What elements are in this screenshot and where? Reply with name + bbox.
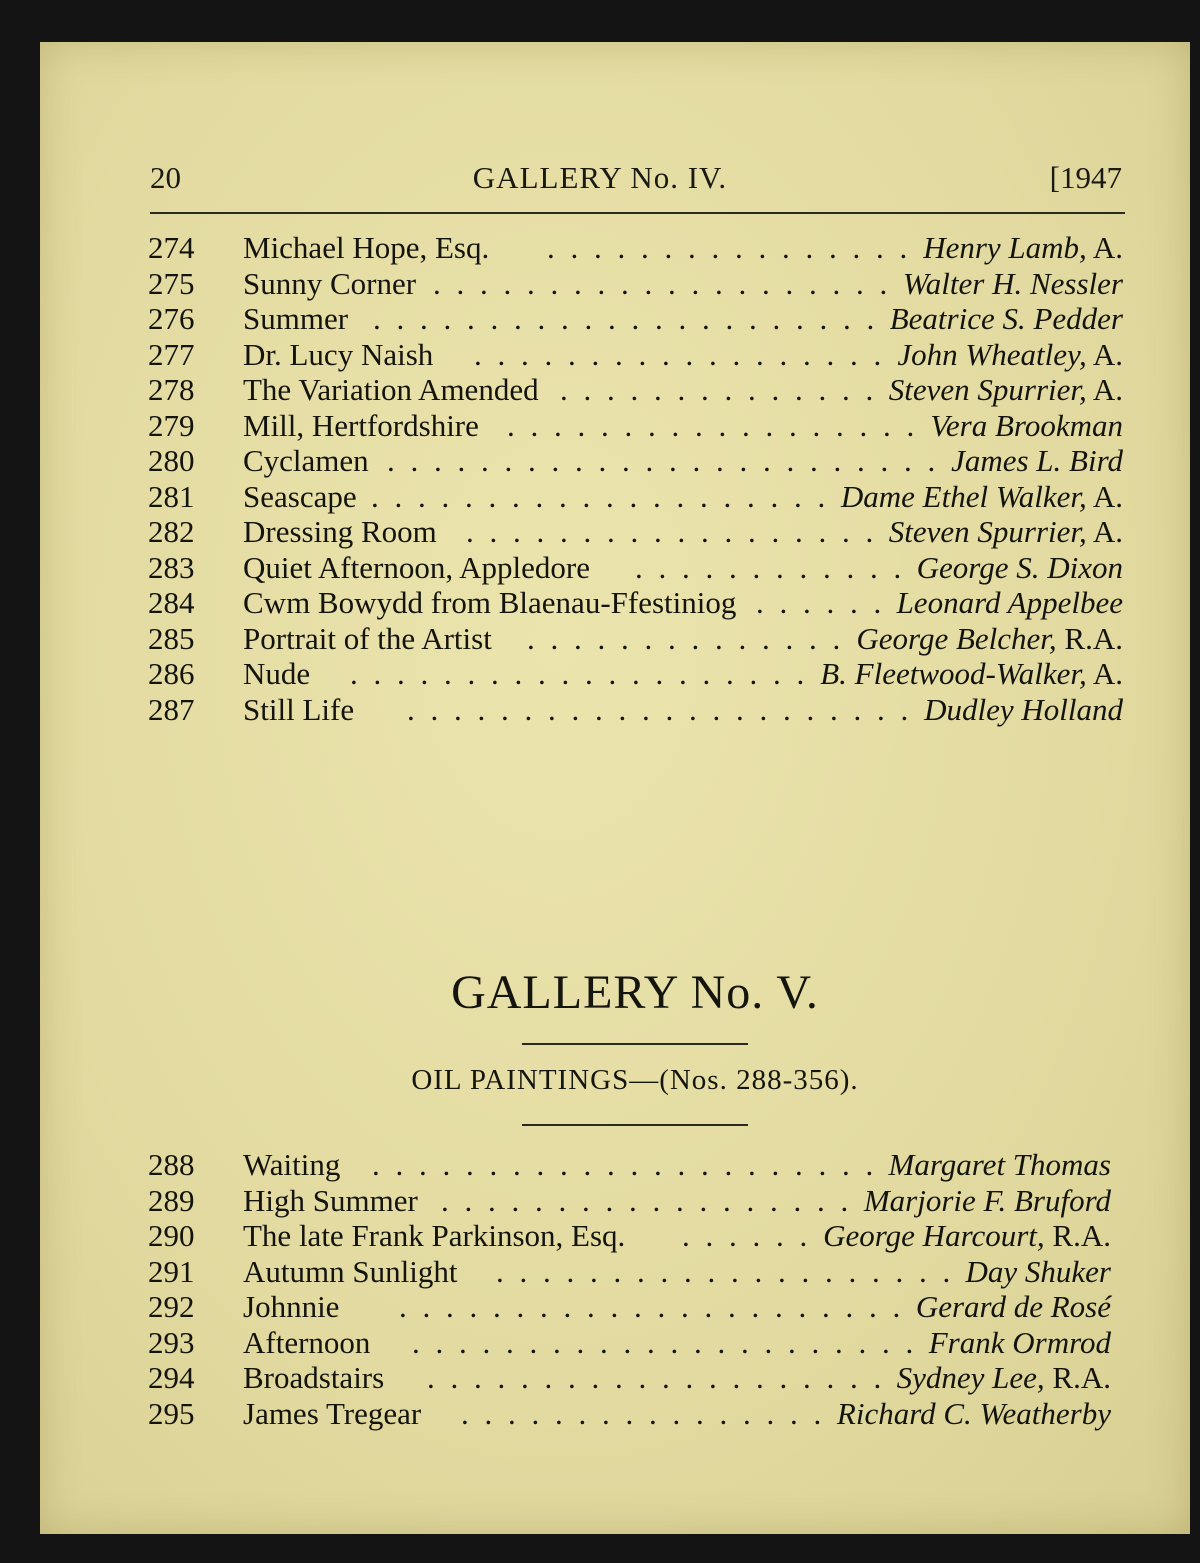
entry-artist — [837, 1396, 1111, 1432]
dot-leader: . . . . . . — [682, 1218, 812, 1253]
entry-artist — [929, 1325, 1111, 1361]
dot-leader: . . . . . . . . . . . . — [635, 549, 906, 585]
catalogue-entry — [148, 266, 1123, 302]
entry-title: Summer — [243, 301, 349, 336]
entry-number: 291 — [148, 1253, 195, 1289]
artist-name: Leonard Appelbee — [896, 585, 1123, 620]
entry-artist — [820, 656, 1123, 692]
artist-name: Beatrice S. Pedder — [889, 301, 1123, 336]
entry-title: Dressing Room — [243, 514, 437, 549]
entry-number: 275 — [148, 265, 195, 301]
entry-title: Cwm Bowydd from Blaenau-Ffestiniog — [243, 585, 737, 620]
catalogue-entry — [148, 1396, 1111, 1432]
artist-suffix: A. — [1086, 372, 1123, 407]
artist-name: Steven Spurrier, — [888, 514, 1087, 549]
entry-artist — [823, 1218, 1111, 1254]
entry-artist — [889, 514, 1123, 550]
entry-number: 290 — [148, 1218, 195, 1253]
entry-title: Dr. Lucy Naish — [243, 336, 434, 372]
dot-leader: . . . . . . . . . . . . . . . . . . — [474, 336, 886, 372]
catalogue-entry — [148, 1254, 1111, 1290]
entry-artist — [924, 692, 1123, 728]
entry-number: 293 — [148, 1324, 195, 1360]
dot-leader: . . . . . . . . . . . . . . . . . . . . . . . . — [387, 443, 940, 478]
artist-suffix: A. — [1086, 336, 1123, 372]
dot-leader: . . . . . . . . . . . . . . . . . . . . . . — [373, 301, 879, 336]
gallery-iv-list — [148, 230, 1123, 727]
entry-title: Autumn Sunlight — [243, 1253, 458, 1289]
dot-leader: . . . . . . . . . . . . . . . . — [461, 1395, 826, 1431]
header-rule — [150, 212, 1125, 214]
entry-title: Sunny Corner — [243, 265, 417, 301]
entry-title: Still Life — [243, 691, 355, 727]
subtitle-rule — [522, 1124, 748, 1126]
artist-name: George S. Dixon — [916, 549, 1123, 585]
entry-number: 277 — [148, 336, 195, 372]
catalogue-entry — [148, 656, 1123, 692]
entry-title: Johnnie — [243, 1289, 340, 1324]
dot-leader: . . . . . . . . . . . . . . . . . . . . . . — [412, 1324, 918, 1360]
catalogue-entry — [148, 1360, 1111, 1396]
catalogue-entry — [148, 479, 1123, 515]
entry-number: 278 — [148, 372, 195, 407]
entry-number: 294 — [148, 1360, 195, 1395]
artist-suffix: A. — [1086, 478, 1123, 514]
dot-leader: . . . . . . . . . . . . . . . . . . . . — [371, 478, 830, 514]
dot-leader: . . . . . . . . . . . . . . . . . . . . . . — [399, 1289, 905, 1324]
entry-number: 292 — [148, 1289, 195, 1324]
dot-leader: . . . . . . . . . . . . . . — [527, 620, 845, 656]
artist-suffix: R.A. — [1044, 1218, 1111, 1253]
dot-leader: . . . . . . . . . . . . . . . . . . — [466, 514, 878, 549]
artist-name: John Wheatley, — [897, 336, 1087, 372]
catalogue-entry — [148, 301, 1123, 337]
artist-name: Steven Spurrier, — [888, 372, 1087, 407]
dot-leader: . . . . . . . . . . . . . . . . . . — [507, 407, 919, 443]
year-mark: [1947 — [1049, 160, 1122, 195]
entry-number: 280 — [148, 443, 195, 478]
gallery-v-rule — [522, 1043, 748, 1045]
catalogue-entry — [148, 585, 1123, 621]
catalogue-entry — [148, 692, 1123, 728]
entry-title: The late Frank Parkinson, Esq. — [243, 1218, 626, 1253]
entry-artist — [897, 1360, 1111, 1396]
entry-number: 288 — [148, 1147, 195, 1182]
entry-number: 276 — [148, 301, 195, 336]
catalogue-entry — [148, 1147, 1111, 1183]
catalogue-entry — [148, 372, 1123, 408]
entry-artist — [917, 550, 1123, 586]
dot-leader: . . . . . . . . . . . . . . . . . . . . — [496, 1253, 955, 1289]
entry-title: James Tregear — [243, 1395, 422, 1431]
artist-name: Frank Ormrod — [928, 1324, 1111, 1360]
dot-leader: . . . . . . . . . . . . . . . . . . — [441, 1182, 853, 1218]
gallery-v-subtitle: OIL PAINTINGS—(Nos. 288-356). — [411, 1064, 859, 1096]
entry-number: 279 — [148, 407, 195, 443]
entry-artist — [930, 408, 1123, 444]
dot-leader: . . . . . . . . . . . . . . . . . . . . — [433, 265, 892, 301]
artist-name: Day Shuker — [965, 1253, 1111, 1289]
artist-name: James L. Bird — [951, 443, 1123, 478]
artist-name: Gerard de Rosé — [915, 1289, 1111, 1324]
entry-title: Cyclamen — [243, 443, 369, 478]
entry-number: 295 — [148, 1395, 195, 1431]
entry-number: 284 — [148, 585, 195, 620]
catalogue-entry — [148, 443, 1123, 479]
artist-suffix: A. — [1086, 514, 1123, 549]
dot-leader: . . . . . . . . . . . . . . . . . . . . . . — [407, 691, 913, 727]
artist-name: George Belcher, — [856, 620, 1057, 656]
entry-title: Nude — [243, 656, 311, 691]
entry-title: Waiting — [243, 1147, 341, 1182]
artist-name: Sydney Lee, — [896, 1360, 1045, 1395]
entry-title: Broadstairs — [243, 1360, 385, 1395]
catalogue-entry — [148, 1289, 1111, 1325]
entry-number: 282 — [148, 514, 195, 549]
entry-artist — [889, 372, 1123, 408]
artist-name: B. Fleetwood-Walker, — [820, 656, 1087, 691]
entry-title: Michael Hope, Esq. — [243, 230, 490, 265]
artist-name: Marjorie F. Bruford — [863, 1182, 1111, 1218]
dot-leader: . . . . . . . . . . . . . . . . . . . . . . — [372, 1147, 878, 1182]
artist-name: Richard C. Weatherby — [836, 1395, 1111, 1431]
dot-leader: . . . . . . . . . . . . . . . . — [547, 230, 912, 265]
entry-artist — [841, 479, 1123, 515]
dot-leader: . . . . . . — [756, 585, 886, 620]
entry-artist — [916, 1289, 1111, 1325]
entry-artist — [897, 585, 1123, 621]
entry-number: 286 — [148, 656, 195, 691]
entry-title: High Summer — [243, 1182, 418, 1218]
entry-artist — [890, 301, 1123, 337]
catalogue-entry — [148, 621, 1123, 657]
dot-leader: . . . . . . . . . . . . . . — [560, 372, 878, 407]
catalogue-entry — [148, 408, 1123, 444]
entry-title: Portrait of the Artist — [243, 620, 492, 656]
catalogue-entry — [148, 1325, 1111, 1361]
entry-title: Quiet Afternoon, Appledore — [243, 549, 590, 585]
gallery-iv-heading: GALLERY No. IV. — [472, 160, 728, 195]
catalogue-entry — [148, 1183, 1111, 1219]
entry-artist — [903, 266, 1123, 302]
entry-title: Seascape — [243, 478, 357, 514]
entry-number: 289 — [148, 1182, 195, 1218]
artist-name: Margaret Thomas — [888, 1147, 1111, 1182]
catalogue-entry — [148, 230, 1123, 266]
entry-title: Mill, Hertfordshire — [243, 407, 479, 443]
dot-leader: . . . . . . . . . . . . . . . . . . . . — [350, 656, 809, 691]
entry-artist — [923, 230, 1123, 266]
artist-name: Dame Ethel Walker, — [840, 478, 1087, 514]
artist-name: Henry Lamb, — [923, 230, 1087, 265]
entry-number: 281 — [148, 478, 195, 514]
catalogue-entry — [148, 550, 1123, 586]
entry-number: 274 — [148, 230, 195, 265]
artist-name: Walter H. Nessler — [902, 265, 1123, 301]
catalogue-entry — [148, 514, 1123, 550]
artist-suffix: R.A. — [1056, 620, 1123, 656]
artist-name: Dudley Holland — [924, 691, 1123, 727]
entry-artist — [856, 621, 1123, 657]
artist-name: Vera Brookman — [930, 407, 1123, 443]
entry-number: 287 — [148, 691, 195, 727]
entry-number: 285 — [148, 620, 195, 656]
entry-title: The Variation Amended — [243, 372, 539, 407]
gallery-v-heading: GALLERY No. V. — [451, 966, 819, 1019]
dot-leader: . . . . . . . . . . . . . . . . . . . . — [427, 1360, 886, 1395]
artist-suffix: A. — [1086, 230, 1123, 265]
entry-artist — [966, 1254, 1111, 1290]
catalogue-entry — [148, 1218, 1111, 1254]
artist-suffix: R.A. — [1044, 1360, 1111, 1395]
gallery-v-list — [148, 1147, 1111, 1431]
artist-suffix: A. — [1086, 656, 1123, 691]
entry-artist — [889, 1147, 1111, 1183]
catalogue-entry — [148, 337, 1123, 373]
entry-artist — [951, 443, 1123, 479]
entry-artist — [897, 337, 1123, 373]
entry-artist — [864, 1183, 1111, 1219]
entry-title: Afternoon — [243, 1324, 371, 1360]
artist-name: George Harcourt, — [823, 1218, 1045, 1253]
entry-number: 283 — [148, 549, 195, 585]
page-number: 20 — [150, 160, 181, 195]
